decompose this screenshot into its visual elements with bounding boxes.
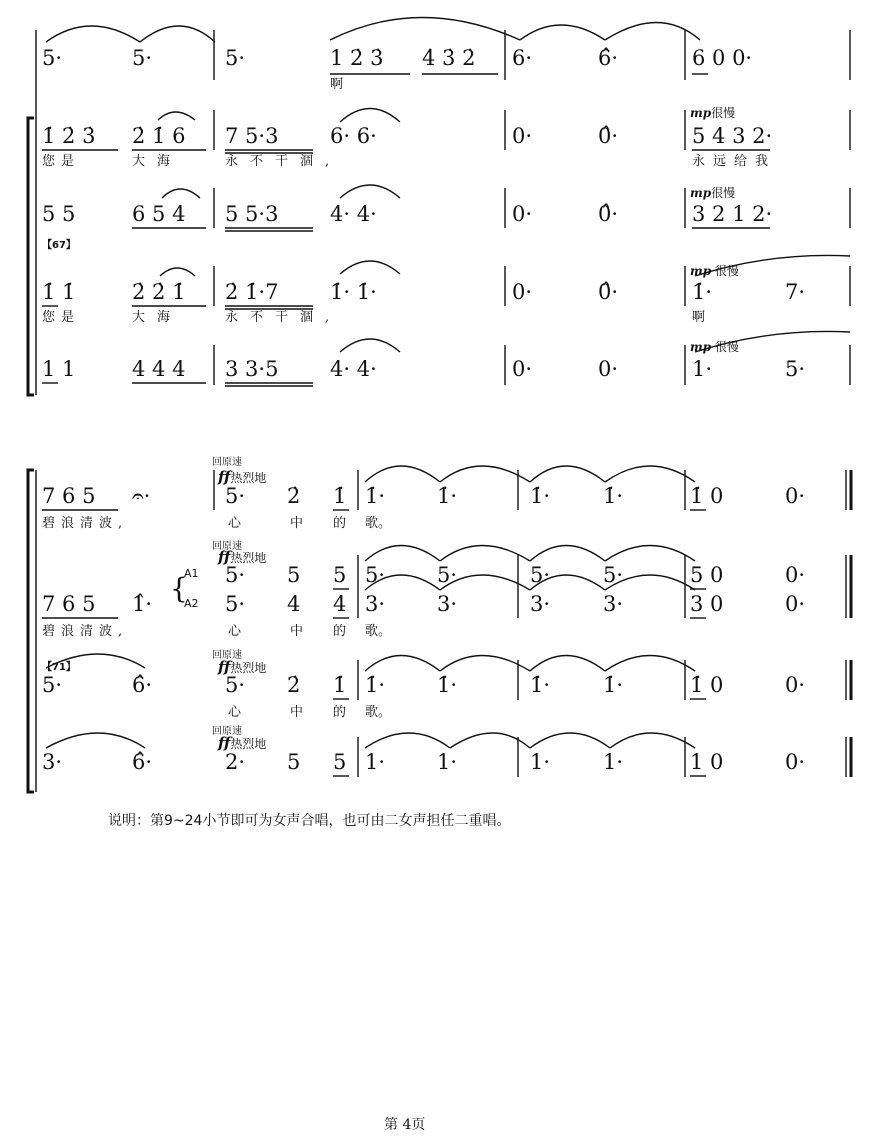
note: 1̇ 1̇ <box>42 280 76 304</box>
note: 1̇ 0 <box>690 673 724 697</box>
lyric: 中 <box>290 624 304 639</box>
lyric: 大海 <box>132 310 183 325</box>
bracket <box>28 118 34 395</box>
slur <box>605 546 695 562</box>
page-number: 第 4页 <box>384 1117 426 1133</box>
note: 7 6 5 <box>42 592 96 616</box>
note: 0· <box>512 124 533 148</box>
note: 0· <box>512 202 533 226</box>
tempo-mark: 回原速 <box>212 457 242 468</box>
lyric: 您是 <box>42 310 81 325</box>
lyric: 永不干涸, <box>225 310 342 325</box>
slur <box>365 575 440 590</box>
slur <box>605 656 695 672</box>
footnote: 说明：第9~24小节即可为女声合唱，也可由二女声担任二重唱。 <box>108 813 511 829</box>
lyric: 啊 <box>692 310 706 325</box>
lyric: 心 <box>228 705 242 720</box>
note: 1· <box>437 750 458 774</box>
tempo-mark: 回原速 <box>212 726 242 737</box>
note: 1̇· <box>365 484 386 508</box>
note: 1̇· 1̇· <box>330 280 377 304</box>
note: 4 <box>333 592 347 616</box>
slur <box>340 339 400 352</box>
note: 4 <box>287 592 301 616</box>
rehearsal-mark: 【71】 <box>42 662 76 673</box>
slur <box>340 109 400 123</box>
lyric: 心 <box>228 624 242 639</box>
note: 1̇· <box>692 280 713 304</box>
note: 5· <box>785 357 806 381</box>
slur <box>162 189 200 198</box>
note: 1̇· <box>603 484 624 508</box>
slur <box>530 546 605 562</box>
note: 5· <box>365 563 386 587</box>
slur <box>365 733 450 748</box>
lyric: 碧浪清波, <box>42 516 129 531</box>
slur <box>160 268 195 276</box>
note: 1 2̇ 3̇ <box>330 46 384 70</box>
note: 5· <box>225 673 246 697</box>
dynamic-mark: ff热烈地 <box>218 658 267 676</box>
slur <box>440 575 530 590</box>
lyric: 永远给我 <box>692 154 777 169</box>
slur <box>530 466 605 482</box>
bracket <box>28 470 34 792</box>
slur <box>340 261 400 274</box>
note: 5 <box>287 563 301 587</box>
slur <box>46 654 145 668</box>
note: 3· <box>365 592 386 616</box>
slur <box>440 546 530 562</box>
note: 1̇· <box>437 484 458 508</box>
note: 0· <box>785 592 806 616</box>
note: 1· <box>603 750 624 774</box>
dynamic-mark: ff热烈地 <box>218 734 267 752</box>
slur <box>605 466 695 482</box>
note: 1̇ 0 <box>690 484 724 508</box>
note: 5· <box>225 563 246 587</box>
note: 1̇· <box>437 673 458 697</box>
note: 3· <box>42 750 63 774</box>
note: 7 6 5 <box>42 484 96 508</box>
lyric: 碧浪清波, <box>42 624 129 639</box>
note: 5 <box>333 750 347 774</box>
slur <box>46 26 140 42</box>
slur <box>530 575 605 590</box>
voice-label: A2 <box>184 597 199 610</box>
note: 3 2 1 2· <box>692 202 773 226</box>
note: 1̇· <box>365 673 386 697</box>
slur <box>440 466 530 482</box>
note: 6· <box>512 46 533 70</box>
lyric: 啊 <box>330 77 344 92</box>
slur <box>520 25 605 40</box>
dynamic-mark: ff热烈地 <box>218 548 267 566</box>
note: 5· <box>225 484 246 508</box>
note: 4̇ 3̇ 2̇ <box>422 46 476 70</box>
note: 5 <box>333 563 347 587</box>
note: 3· <box>530 592 551 616</box>
note: 2̇ 1̇·7 <box>225 280 279 304</box>
note: 5· <box>603 563 624 587</box>
voice-label: A1 <box>184 567 199 580</box>
note: 0̂· <box>598 202 619 226</box>
lyric: 的 <box>333 516 347 531</box>
slur <box>530 656 605 672</box>
brace-icon: { <box>170 572 188 605</box>
dynamic-mark: mp 很慢 <box>690 340 739 354</box>
slur <box>140 26 215 42</box>
tempo-mark: 回原速 <box>212 650 242 661</box>
note: 1· <box>692 357 713 381</box>
note: 6 5 4 <box>132 202 186 226</box>
note: 6 0 0· <box>692 46 753 70</box>
note: 3 3·5 <box>225 357 279 381</box>
slur <box>695 331 850 352</box>
lyric: 大海 <box>132 154 183 169</box>
tempo-mark: 回原速 <box>212 541 242 552</box>
note: 2̇ 2̇ 1̇ <box>132 280 186 304</box>
note: 4 4 4 <box>132 357 186 381</box>
note: 5· <box>42 46 63 70</box>
note: 6̂· <box>132 750 153 774</box>
lyric: 心 <box>228 516 242 531</box>
note: 1̇· <box>530 484 551 508</box>
note: 7· <box>785 280 806 304</box>
slur <box>440 656 530 672</box>
note: 6· 6· <box>330 124 377 148</box>
note: 3· <box>437 592 458 616</box>
note: 5· <box>42 673 63 697</box>
dynamic-mark: mp很慢 <box>690 106 736 120</box>
note: 1 0 <box>690 750 724 774</box>
slur <box>695 255 850 276</box>
slur <box>340 185 400 198</box>
note: 5· <box>225 592 246 616</box>
note: 3 0 <box>690 592 724 616</box>
slur <box>158 112 195 120</box>
note: 3· <box>603 592 624 616</box>
slur <box>605 575 695 590</box>
lyric: 歌。 <box>365 624 392 639</box>
note: 1̇· <box>603 673 624 697</box>
slur <box>365 466 440 482</box>
note: 2̇ <box>287 484 301 508</box>
lyric: 永不干涸, <box>225 154 342 169</box>
note: 1· <box>530 750 551 774</box>
note: 5· <box>225 46 246 70</box>
lyric: 您是 <box>42 154 81 169</box>
slur <box>365 546 440 562</box>
note: 0̂· <box>598 280 619 304</box>
note: 4· 4· <box>330 202 377 226</box>
note: 2· <box>225 750 246 774</box>
note: 5 5 <box>42 202 76 226</box>
note: 1̇ <box>333 673 347 697</box>
slur <box>605 23 700 41</box>
note: 0· <box>598 357 619 381</box>
note: 0· <box>785 750 806 774</box>
note: 7 5·3 <box>225 124 279 148</box>
note: 5 5·3 <box>225 202 279 226</box>
note: 2̇ <box>287 673 301 697</box>
note: 0· <box>785 484 806 508</box>
note: 4· 4· <box>330 357 377 381</box>
note: 0· <box>785 673 806 697</box>
note: 6̂· <box>598 46 619 70</box>
note: 5 <box>287 750 301 774</box>
note: 5· <box>132 46 153 70</box>
lyric: 歌。 <box>365 705 392 720</box>
lyric: 的 <box>333 705 347 720</box>
note: 5· <box>530 563 551 587</box>
slur <box>330 18 520 41</box>
note: 1̇ <box>333 484 347 508</box>
lyric: 的 <box>333 624 347 639</box>
note: 5 0 <box>690 563 724 587</box>
note: 0· <box>512 357 533 381</box>
slur <box>610 733 695 748</box>
note: 5· <box>437 563 458 587</box>
note: 6̂· <box>132 673 153 697</box>
lyric: 歌。 <box>365 516 392 531</box>
note: 1̇· <box>530 673 551 697</box>
note: 0̂· <box>598 124 619 148</box>
note: 𝄐· <box>132 484 151 508</box>
note: 1̇ 2̇ 3̇ <box>42 124 96 148</box>
dynamic-mark: ff热烈地 <box>218 468 267 486</box>
note: 0· <box>785 563 806 587</box>
note: 0· <box>512 280 533 304</box>
dynamic-mark: mp 很慢 <box>690 264 739 278</box>
slur <box>530 733 610 748</box>
note: 2̇ 1̇ 6 <box>132 124 186 148</box>
note: 1̂· <box>132 592 153 616</box>
note: 5 4 3 2· <box>692 124 773 148</box>
dynamic-mark: mp很慢 <box>690 186 736 200</box>
note: 1· <box>365 750 386 774</box>
note: 1 1 <box>42 357 76 381</box>
rehearsal-mark: 【67】 <box>42 240 76 251</box>
slur <box>365 656 440 672</box>
lyric: 中 <box>290 516 304 531</box>
slur <box>46 733 145 748</box>
lyric: 中 <box>290 705 304 720</box>
